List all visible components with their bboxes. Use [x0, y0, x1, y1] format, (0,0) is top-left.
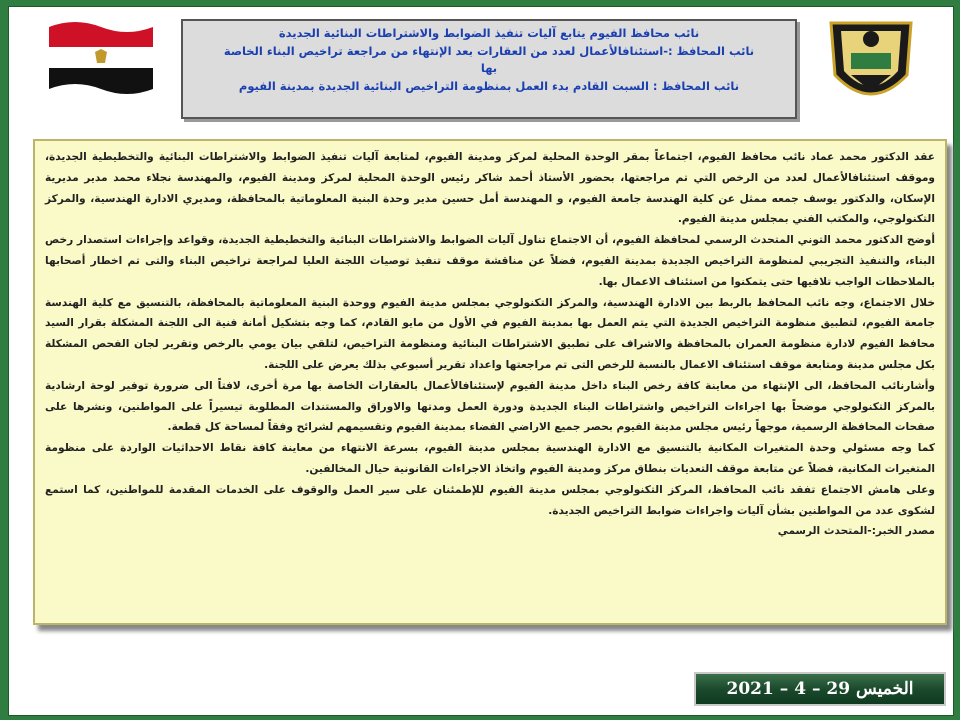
article-paragraph-4: وأشارنائب المحافظ، الى الإنتهاء من معاينة كافة رخص البناء داخل مدينة الفيوم لإستئنافالأعمال بالعقارات الخاصة بها مرة أخرى، لافتاً الى ضرورة توفير لوحة ارشادية بالمركز التكنولوجي موضحاً بها اجراءات التراخيص واشتراطات البناء الجديدة ودورة العمل ومدتها والاوراق والمستندات المطلوبة تيسيراً على المواطنين، ونشرها على صفحات المحافظة الرسمية، موجهاً رئيس مجلس مدينة الفيوم بحصر جميع الاراضي الفضاء بمدينة الفيوم وتقسيمهم لشرائح وفقاً لمساحة كل قطعة. — [45, 379, 935, 434]
article-body — [33, 139, 947, 625]
article-paragraph-1: عقد الدكتور محمد عماد نائب محافظ الفيوم، اجتماعاً بمقر الوحدة المحلية لمركز ومدينة الفيوم، لمتابعة آليات تنفيذ الضوابط والاشتراطات البنائية والتخطيطية الجديدة، وموقف استئنافالأعمال لعدد من الرخص التي تم مراجعتها، بحضور الأستاذ أحمد شاكر رئيس الوحدة المحلية لمركز ومدينة الفيوم، والمهندسة نجلاء محمد مدير مديرية الإسكان، والدكتور يوسف جمعه ممثل عن كلية الهندسة جامعة الفيوم، و المهندسة أمل حسين مدير وحدة البنية المعلوماتية بالمحافظة، ومديري الادارة الهندسية، والمركز التكنولوجي، والمكتب الفني بمجلس مدينة الفيوم. — [45, 151, 935, 226]
egypt-flag-icon — [45, 17, 157, 99]
date-bar — [694, 672, 946, 706]
article-paragraph-2: أوضح الدكتور محمد التوني المتحدث الرسمي لمحافظة الفيوم، أن الاجتماع تناول آليات الضوابط والاشتراطات البنائية والتخطيطية الجديدة، وقواعد وإجراءات استصدار رخص البناء، والتنفيذ التجريبي لمنظومة التراخيص الجديدة بمدينة الفيوم، فضلاً عن مناقشة موقف تنفيذ توصيات اللجنة العليا لمراجعة تراخيص البناء والتى تم اخطار أصحابها بالملاحظات الواجب تلافيها حتى يتمكنوا من استئناف الاعمال بها. — [45, 234, 935, 288]
slide-frame — [8, 6, 954, 716]
article-paragraph-3: خلال الاجتماع، وجه نائب المحافظ بالربط بين الادارة الهندسية، والمركز التكنولوجي بمجلس مدينة الفيوم ووحدة البنية المعلوماتية بالمحافظة، بالتنسيق مع كلية الهندسة جامعة الفيوم، لتطبيق منظومة التراخيص الجديدة التي يتم العمل بها بمدينة الفيوم في الأول من مايو القادم، كما وجه بتشكيل أمانة فنية الى اللجنة المشكلة بقرار السيد محافظ الفيوم لادارة منظومة العمران بالمحافظة والاشراف على تطبيق الاشتراطات البنائية ومنظومة التراخيص، لتلقي بيان يومي بالرخص وتقرير لجان الفحص المشكلة بكل مجلس مدينة ومتابعة موقف استئناف الاعمال بالنسبة للرخص التى تم مراجعتها واعداد تقرير أسبوعي بذلك يعرض على اللجنة. — [45, 296, 935, 371]
headline-line-4: نائب المحافظ : السبت القادم بدء العمل بمنظومة التراخيص البنائية الجديدة بمدينة الفيوم — [238, 78, 740, 93]
fayoum-governorate-logo — [821, 17, 921, 113]
headline-box — [181, 19, 797, 119]
headline-line-2: نائب المحافظ :-استئنافالأعمال لعدد من العقارات بعد الإنتهاء من مراجعة تراخيص البناء الخاصة — [223, 43, 755, 58]
article-paragraph-6: وعلى هامش الاجتماع تفقد نائب المحافظ، المركز التكنولوجي بمجلس مدينة الفيوم للإطمئنان على سير العمل والوقوف على الخدمات المقدمة للمواطنين، كما استمع لشكوى عدد من المواطنين بشأن آليات واجراءات ضوابط التراخيص الجديدة. — [45, 483, 935, 517]
article-source: مصدر الخبر:-المتحدث الرسمي — [777, 525, 935, 538]
headline-line-3: بها — [480, 61, 498, 75]
date-text: الخميس 29 – 4 – 2021 — [726, 679, 914, 699]
article-paragraph-5: كما وجه مسئولي وحدة المتغيرات المكانية بالتنسيق مع الادارة الهندسية بمجلس مدينة الفيوم، بسرعة الانتهاء من معاينة كافة نقاط الاحداثيات الواردة على منظومة المتغيرات المكانية، فضلاً عن متابعة موقف التعديات بنطاق مركز ومدينة الفيوم واتخاذ الاجراءات القانونية حيال المخالفين. — [45, 442, 935, 475]
headline-line-1: نائب محافظ الفيوم يتابع آليات تنفيذ الضوابط والاشتراطات البنائية الجديدة — [278, 26, 700, 40]
